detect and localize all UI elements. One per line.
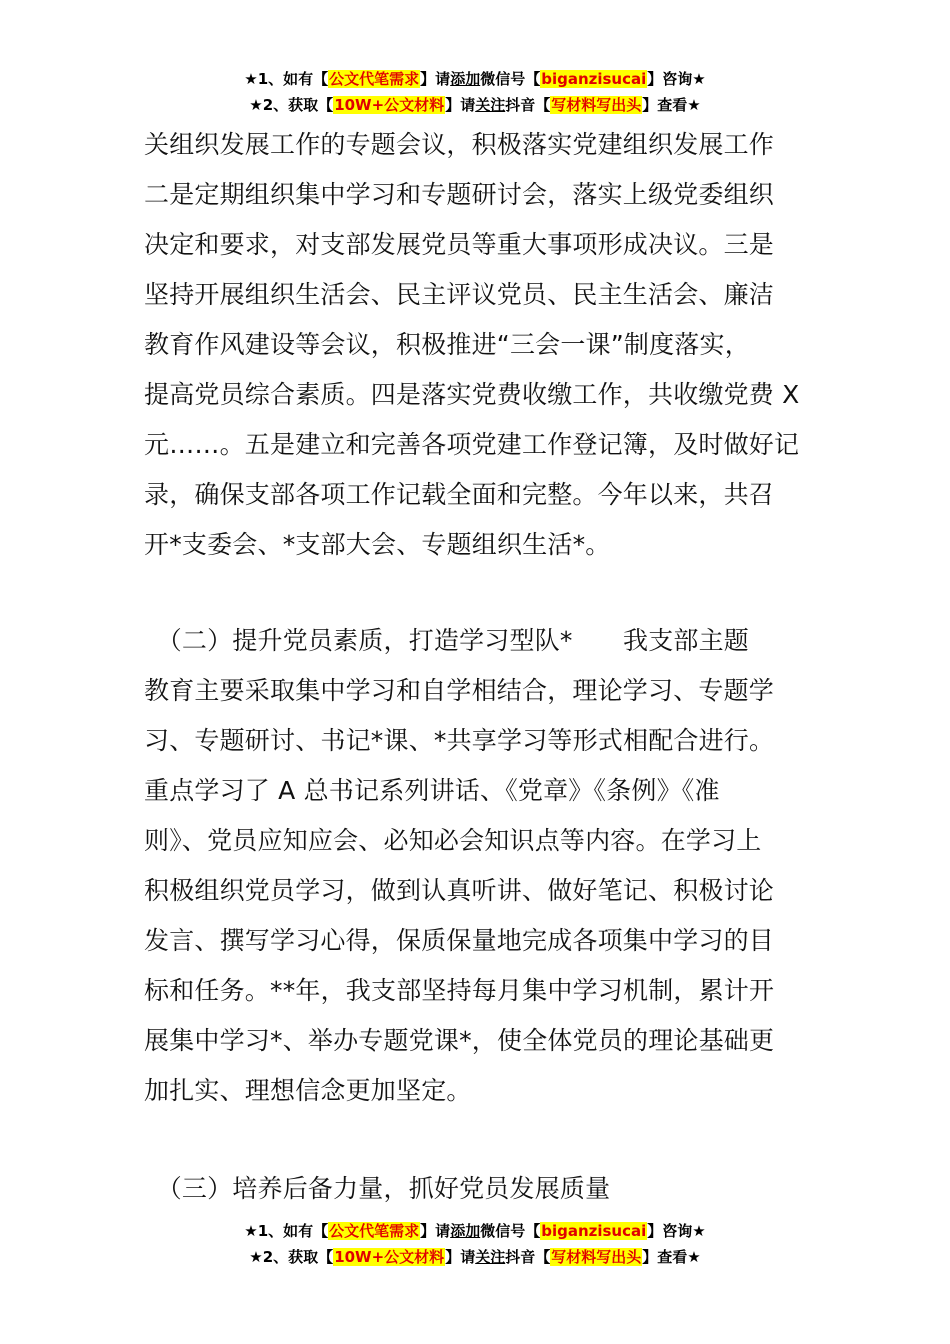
text-line: 二是定期组织集中学习和专题研讨会，落实上级党委组织 [144,180,775,209]
promo-line-2 [0,92,950,118]
promo-wechat-id: biganzisucai [541,70,647,88]
promo-douyin-id: 写材料写出头 [551,1248,642,1266]
promo-text: 】请 [445,96,476,114]
promo-text: 】查看★ [642,96,701,114]
promo-banner-top [0,66,950,118]
paragraph-2 [144,616,808,1116]
promo-banner-bottom [0,1218,950,1270]
promo-text: 】请 [445,1248,476,1266]
text-line: 教育主要采取集中学习和自学相结合，理论学习、专题学 [144,676,775,705]
text-line: 教育作风建设等会议，积极推进“三会一课”制度落实， [144,330,750,359]
text-line: 元……。五是建立和完善各项党建工作登记簿，及时做好记 [144,430,800,459]
text-line: 关组织发展工作的专题会议，积极落实党建组织发展工作 [144,130,775,159]
promo-text: ★1、如有【 [244,1222,329,1240]
promo-text: ★2、获取【 [249,96,334,114]
promo-text: ★1、如有【 [244,70,329,88]
text-line: 录，确保支部各项工作记载全面和完整。今年以来，共召 [144,480,775,509]
promo-line-1 [0,66,950,92]
section-heading: （三）培养后备力量，抓好党员发展质量 [144,1174,611,1203]
promo-emphasis: 添加 [450,1222,481,1240]
promo-text: 】咨询★ [647,70,706,88]
text-line: 习、专题研讨、书记*课、*共享学习等形式相配合进行。 [144,726,775,755]
promo-text: 】咨询★ [647,1222,706,1240]
text-line: 坚持开展组织生活会、民主评议党员、民主生活会、廉洁 [144,280,775,309]
promo-emphasis: 关注 [475,96,506,114]
text-line: 重点学习了 A 总书记系列讲话、《党章》《条例》《准 [144,776,720,805]
promo-wechat-id: biganzisucai [541,1222,647,1240]
promo-line-1 [0,1218,950,1244]
text-line: 提高党员综合素质。四是落实党费收缴工作，共收缴党费 X [144,380,800,409]
text-line: 开*支委会、*支部大会、专题组织生活*。 [144,530,611,559]
promo-line-2 [0,1244,950,1270]
promo-emphasis: 关注 [475,1248,506,1266]
promo-highlight: 10W+公文材料 [334,96,445,114]
promo-emphasis: 添加 [450,70,481,88]
text-line: 发言、撰写学习心得，保质保量地完成各项集中学习的目 [144,926,775,955]
promo-text: 抖音【 [505,96,551,114]
promo-text: 】请 [420,70,451,88]
section-heading-line: （二）提升党员素质，打造学习型队* 我支部主题 [144,626,750,655]
paragraph-3 [144,1164,808,1214]
promo-highlight: 公文代笔需求 [329,1222,420,1240]
promo-text: 微信号【 [480,1222,541,1240]
promo-text: 抖音【 [505,1248,551,1266]
promo-text: ★2、获取【 [249,1248,334,1266]
promo-text: 微信号【 [480,70,541,88]
promo-highlight: 公文代笔需求 [329,70,420,88]
promo-text: 】请 [420,1222,451,1240]
text-line: 决定和要求，对支部发展党员等重大事项形成决议。三是 [144,230,775,259]
promo-highlight: 10W+公文材料 [334,1248,445,1266]
paragraph-1 [144,120,808,570]
text-line: 加扎实、理想信念更加坚定。 [144,1076,472,1105]
text-line: 展集中学习*、举办专题党课*，使全体党员的理论基础更 [144,1026,775,1055]
promo-douyin-id: 写材料写出头 [551,96,642,114]
text-line: 标和任务。**年，我支部坚持每月集中学习机制，累计开 [144,976,775,1005]
promo-text: 】查看★ [642,1248,701,1266]
text-line: 则》、党员应知应会、必知必会知识点等内容。在学习上 [144,826,762,855]
text-line: 积极组织党员学习，做到认真听讲、做好笔记、积极讨论 [144,876,775,905]
